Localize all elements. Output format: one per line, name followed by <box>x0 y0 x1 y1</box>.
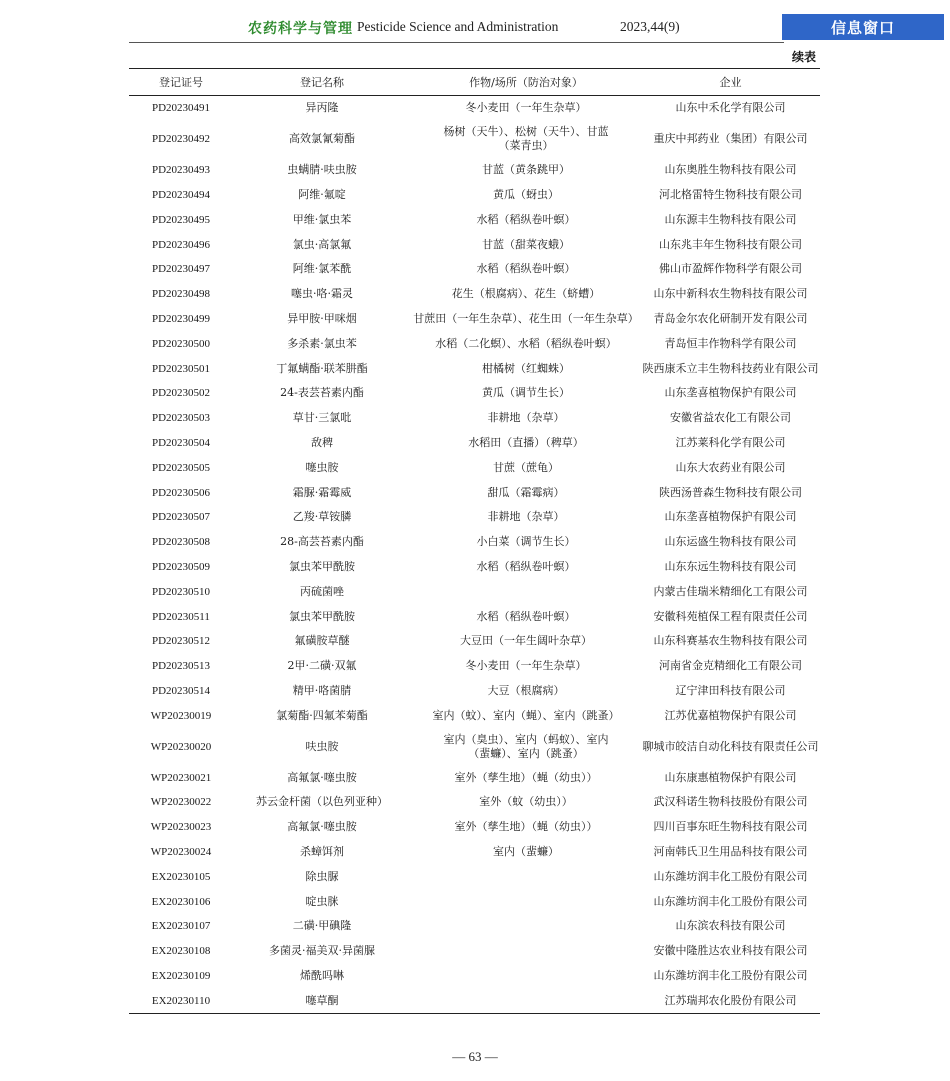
cell-company: 陕西汤普森生物科技有限公司 <box>659 485 802 499</box>
cell-registration-no: WP20230022 <box>150 796 212 809</box>
cell-crop-target: 花生（根腐病）、花生（蛴螬） <box>451 287 601 301</box>
cell-registration-name: 噻虫·咯·霜灵 <box>291 287 353 301</box>
cell-crop-target: 水稻（二化螟）、水稻（稻纵卷叶螟） <box>435 336 617 350</box>
cell-registration-no: WP20230023 <box>150 821 212 834</box>
cell-registration-no: PD20230507 <box>151 511 211 524</box>
table-row <box>129 183 820 208</box>
table-row <box>129 257 820 282</box>
table-row <box>129 555 820 580</box>
cell-registration-no: PD20230497 <box>151 263 211 276</box>
cell-registration-name: 精甲·咯菌腈 <box>292 683 352 697</box>
table-row <box>129 207 820 232</box>
cell-registration-name: 虫螨腈·呋虫胺 <box>287 163 357 177</box>
table-row <box>129 356 820 381</box>
table-row <box>129 121 820 158</box>
cell-company: 山东潍坊润丰化工股份有限公司 <box>653 894 808 908</box>
table-row <box>129 406 820 431</box>
cell-registration-no: WP20230021 <box>150 771 212 784</box>
cell-registration-name: 呋虫胺 <box>305 739 339 753</box>
cell-registration-name: 二磺·甲碘隆 <box>292 919 352 933</box>
cell-registration-name: 杀蟑饵剂 <box>300 844 344 858</box>
continued-label: 续表 <box>792 50 817 64</box>
cell-registration-name: 除虫脲 <box>305 869 339 883</box>
column-header-registration-no: 登记证号 <box>129 69 233 96</box>
cell-crop-target: 室内（蜚蠊） <box>493 844 559 858</box>
cell-registration-name: 氯菊酯·四氟苯菊酯 <box>276 708 368 722</box>
table-row <box>129 158 820 183</box>
cell-company: 内蒙古佳瑞米精细化工有限公司 <box>653 584 808 598</box>
cell-registration-name: 啶虫脒 <box>305 894 339 908</box>
cell-registration-no: PD20230492 <box>151 133 211 146</box>
cell-company: 山东中禾化学有限公司 <box>675 101 786 115</box>
cell-registration-no: PD20230503 <box>151 412 211 425</box>
cell-company: 山东潍坊润丰化工股份有限公司 <box>653 968 808 982</box>
table-row <box>129 988 820 1013</box>
page-number: — 63 — <box>452 1049 498 1064</box>
cell-company: 河北格雷特生物科技有限公司 <box>659 187 802 201</box>
cell-registration-name: 24-表芸苔素内酯 <box>280 386 364 400</box>
table-row <box>129 331 820 356</box>
cell-company: 重庆中邦药业（集团）有限公司 <box>653 132 808 146</box>
journal-title-chinese: 农药科学与管理 <box>248 21 353 37</box>
cell-registration-no: PD20230513 <box>151 660 211 673</box>
journal-title-english: Pesticide Science and Administration <box>357 19 559 34</box>
cell-registration-name: 多菌灵·福美双·异菌脲 <box>269 944 375 958</box>
cell-company: 四川百事东旺生物科技有限公司 <box>653 820 808 834</box>
cell-registration-name: 敌稗 <box>311 435 333 449</box>
cell-company: 安徽科苑植保工程有限责任公司 <box>653 609 808 623</box>
table-row <box>129 579 820 604</box>
cell-registration-no: PD20230493 <box>151 164 211 177</box>
cell-registration-name: 28-高芸苔素内酯 <box>280 535 364 549</box>
column-header-registration-name: 登记名称 <box>233 69 411 96</box>
cell-registration-name: 多杀素·氯虫苯 <box>287 336 357 350</box>
cell-crop-target: 甘蓝（黄条跳甲） <box>482 163 570 177</box>
table-row <box>129 604 820 629</box>
cell-registration-name: 高效氯氰菊酯 <box>289 132 355 146</box>
cell-registration-name: 丙硫菌唑 <box>300 584 344 598</box>
cell-registration-no: PD20230506 <box>151 486 211 499</box>
cell-crop-target: 甘蔗（蔗龟） <box>493 460 559 474</box>
cell-crop-target: 水稻（稻纵卷叶螟） <box>476 262 576 276</box>
cell-company: 河南韩氏卫生用品科技有限公司 <box>653 844 808 858</box>
cell-company: 武汉科诺生物科技股份有限公司 <box>653 795 808 809</box>
cell-crop-target: 甘蓝（甜菜夜蛾） <box>482 237 570 251</box>
cell-company: 安徽省益农化工有限公司 <box>670 411 791 425</box>
cell-company: 辽宁津田科技有限公司 <box>675 683 786 697</box>
cell-crop-target <box>411 964 641 989</box>
cell-registration-name: 苏云金杆菌（以色列亚种） <box>256 795 388 809</box>
cell-registration-name: 甲维·氯虫苯 <box>292 212 352 226</box>
issue-number: 2023,44(9) <box>620 19 680 34</box>
cell-registration-no: WP20230019 <box>150 709 212 722</box>
cell-crop-target: 室外（孳生地）（蝇（幼虫）） <box>454 820 598 834</box>
cell-crop-target: 室外（蚊（幼虫）） <box>479 795 573 809</box>
cell-company: 山东东远生物科技有限公司 <box>664 559 797 573</box>
cell-crop-target <box>411 889 641 914</box>
cell-crop-target <box>411 988 641 1013</box>
cell-registration-name: 阿维·氯苯酰 <box>292 262 352 276</box>
cell-crop-target <box>411 914 641 939</box>
table-row <box>129 889 820 914</box>
cell-company: 山东源丰生物科技有限公司 <box>664 212 797 226</box>
table-row <box>129 864 820 889</box>
cell-registration-no: PD20230500 <box>151 337 211 350</box>
cell-registration-no: PD20230512 <box>151 635 211 648</box>
cell-registration-name: 氯虫·高氯氟 <box>292 237 352 251</box>
column-header-company: 企业 <box>641 69 820 96</box>
table-row <box>129 679 820 704</box>
cell-crop-target <box>411 939 641 964</box>
cell-company: 河南省金克精细化工有限公司 <box>659 659 802 673</box>
cell-company: 山东康惠植物保护有限公司 <box>664 770 797 784</box>
cell-registration-name: 霜脲·霜霉威 <box>292 485 352 499</box>
table-row <box>129 790 820 815</box>
cell-registration-no: PD20230498 <box>151 288 211 301</box>
cell-company: 安徽中隆胜达农业科技有限公司 <box>653 944 808 958</box>
cell-registration-no: PD20230508 <box>151 536 211 549</box>
cell-crop-target: 水稻（稻纵卷叶螟） <box>476 212 576 226</box>
cell-company: 青岛恒丰作物科学有限公司 <box>664 336 797 350</box>
cell-crop-target: 黄瓜（蚜虫） <box>493 187 559 201</box>
cell-registration-name: 氯虫苯甲酰胺 <box>289 609 355 623</box>
cell-company: 山东兆丰年生物科技有限公司 <box>659 237 802 251</box>
cell-registration-name: 氟磺胺草醚 <box>294 634 350 648</box>
table-row <box>129 455 820 480</box>
cell-crop-target: 水稻（稻纵卷叶螟） <box>476 609 576 623</box>
cell-company: 山东潍坊润丰化工股份有限公司 <box>653 869 808 883</box>
cell-company: 江苏莱科化学有限公司 <box>675 435 786 449</box>
table-row <box>129 431 820 456</box>
cell-crop-target: 非耕地（杂草） <box>487 510 565 524</box>
cell-registration-no: EX20230105 <box>151 870 211 883</box>
cell-registration-no: PD20230499 <box>151 312 211 325</box>
cell-registration-no: PD20230505 <box>151 461 211 474</box>
cell-registration-no: PD20230511 <box>152 610 210 623</box>
registration-table <box>129 68 820 1014</box>
cell-crop-target: 大豆（根腐病） <box>487 683 565 697</box>
page-header <box>0 0 950 44</box>
cell-registration-name: 异丙隆 <box>305 101 339 115</box>
header-rule <box>129 42 784 43</box>
cell-crop-target: 室外（孳生地）（蝇（幼虫）） <box>454 770 598 784</box>
cell-registration-name: 噻虫胺 <box>305 460 339 474</box>
cell-registration-no: EX20230110 <box>129 988 233 1013</box>
cell-company: 山东垄喜植物保护有限公司 <box>664 386 797 400</box>
cell-registration-no: PD20230494 <box>151 188 211 201</box>
table-row <box>129 939 820 964</box>
cell-registration-name: 乙羧·草铵膦 <box>292 510 352 524</box>
cell-company: 山东滨农科技有限公司 <box>675 919 786 933</box>
table-row <box>129 307 820 332</box>
cell-crop-target: 水稻（稻纵卷叶螟） <box>476 559 576 573</box>
table-row <box>129 815 820 840</box>
cell-registration-name: 草甘·三氯吡 <box>292 411 352 425</box>
cell-crop-target: 大豆田（一年生阔叶杂草） <box>460 634 592 648</box>
cell-company: 江苏瑞邦农化股份有限公司 <box>641 988 820 1013</box>
cell-crop-target: 甜瓜（霜霉病） <box>487 485 565 499</box>
cell-company: 山东垄喜植物保护有限公司 <box>664 510 797 524</box>
cell-registration-no: PD20230502 <box>151 387 211 400</box>
cell-company: 山东大农药业有限公司 <box>675 460 786 474</box>
table-row <box>129 914 820 939</box>
cell-registration-no: PD20230504 <box>151 436 211 449</box>
cell-crop-target: 甘蔗田（一年生杂草）、花生田（一年生杂草） <box>413 311 639 325</box>
cell-company: 山东奥胜生物科技有限公司 <box>664 163 797 177</box>
cell-registration-name: 丁氟螨酯·联苯肼酯 <box>276 361 368 375</box>
cell-registration-no: PD20230510 <box>151 585 211 598</box>
cell-crop-target: 水稻田（直播）（稗草） <box>468 435 584 449</box>
table-header-row <box>129 69 820 96</box>
table-row <box>129 765 820 790</box>
cell-registration-name: 异甲胺·甲咪烟 <box>287 311 357 325</box>
cell-crop-target: 柑橘树（红蜘蛛） <box>482 361 570 375</box>
table-row <box>129 840 820 865</box>
cell-registration-name: 烯酰吗啉 <box>300 968 344 982</box>
cell-company: 聊城市皎洁自动化科技有限责任公司 <box>642 739 819 753</box>
cell-registration-no: PD20230495 <box>151 213 211 226</box>
table-row <box>129 728 820 765</box>
table-body <box>129 96 820 1014</box>
cell-crop-target <box>411 579 641 604</box>
cell-registration-no: PD20230509 <box>151 560 211 573</box>
table-row <box>129 480 820 505</box>
cell-company: 陕西康禾立丰生物科技药业有限公司 <box>642 361 819 375</box>
table-row <box>129 282 820 307</box>
table-row <box>129 381 820 406</box>
table-row <box>129 629 820 654</box>
table-row <box>129 232 820 257</box>
cell-registration-no: WP20230020 <box>150 740 212 753</box>
cell-registration-no: EX20230106 <box>151 895 211 908</box>
cell-crop-target: 小白菜（调节生长） <box>476 535 576 549</box>
cell-registration-no: EX20230108 <box>151 945 211 958</box>
table-row <box>129 96 820 121</box>
cell-crop-target: 室内（臭虫）、室内（蚂蚁）、室内（蜚蠊）、室内（跳蚤） <box>443 732 609 760</box>
cell-crop-target: 杨树（天牛）、松树（天牛）、甘蓝（菜青虫） <box>443 125 609 153</box>
cell-crop-target: 非耕地（杂草） <box>487 411 565 425</box>
cell-crop-target <box>411 864 641 889</box>
cell-company: 山东科赛基农生物科技有限公司 <box>653 634 808 648</box>
table-row <box>129 964 820 989</box>
cell-registration-name: 高氟氯·噻虫胺 <box>287 770 357 784</box>
registration-table-container <box>129 68 820 1014</box>
cell-company: 山东运盛生物科技有限公司 <box>664 535 797 549</box>
cell-registration-name: 高氟氯·噻虫胺 <box>287 820 357 834</box>
table-row <box>129 703 820 728</box>
cell-registration-no: PD20230496 <box>151 238 211 251</box>
table-row <box>129 505 820 530</box>
cell-registration-no: WP20230024 <box>150 845 212 858</box>
cell-crop-target: 室内（蚊）、室内（蝇）、室内（跳蚤） <box>432 708 620 722</box>
cell-company: 佛山市盈辉作物科学有限公司 <box>659 262 802 276</box>
column-header-crop-target: 作物/场所（防治对象） <box>411 69 641 96</box>
cell-registration-no: PD20230514 <box>151 684 211 697</box>
table-row <box>129 530 820 555</box>
cell-crop-target: 冬小麦田（一年生杂草） <box>465 659 587 673</box>
cell-registration-name: 噻草酮 <box>233 988 411 1013</box>
cell-registration-no: PD20230491 <box>151 102 211 115</box>
cell-registration-no: PD20230501 <box>151 362 211 375</box>
cell-company: 江苏优嘉植物保护有限公司 <box>664 708 797 722</box>
cell-registration-no: EX20230107 <box>151 920 211 933</box>
cell-company: 青岛金尔农化研制开发有限公司 <box>653 311 808 325</box>
cell-company: 山东中新科农生物科技有限公司 <box>653 287 808 301</box>
section-tab: 信息窗口 <box>782 14 944 40</box>
cell-registration-name: 2甲·二磺·双氟 <box>287 659 357 673</box>
table-row <box>129 654 820 679</box>
cell-registration-name: 氯虫苯甲酰胺 <box>289 559 355 573</box>
cell-crop-target: 黄瓜（调节生长） <box>482 386 570 400</box>
cell-registration-no: EX20230109 <box>151 969 211 982</box>
cell-crop-target: 冬小麦田（一年生杂草） <box>465 101 587 115</box>
cell-registration-name: 阿维·氟啶 <box>298 187 346 201</box>
